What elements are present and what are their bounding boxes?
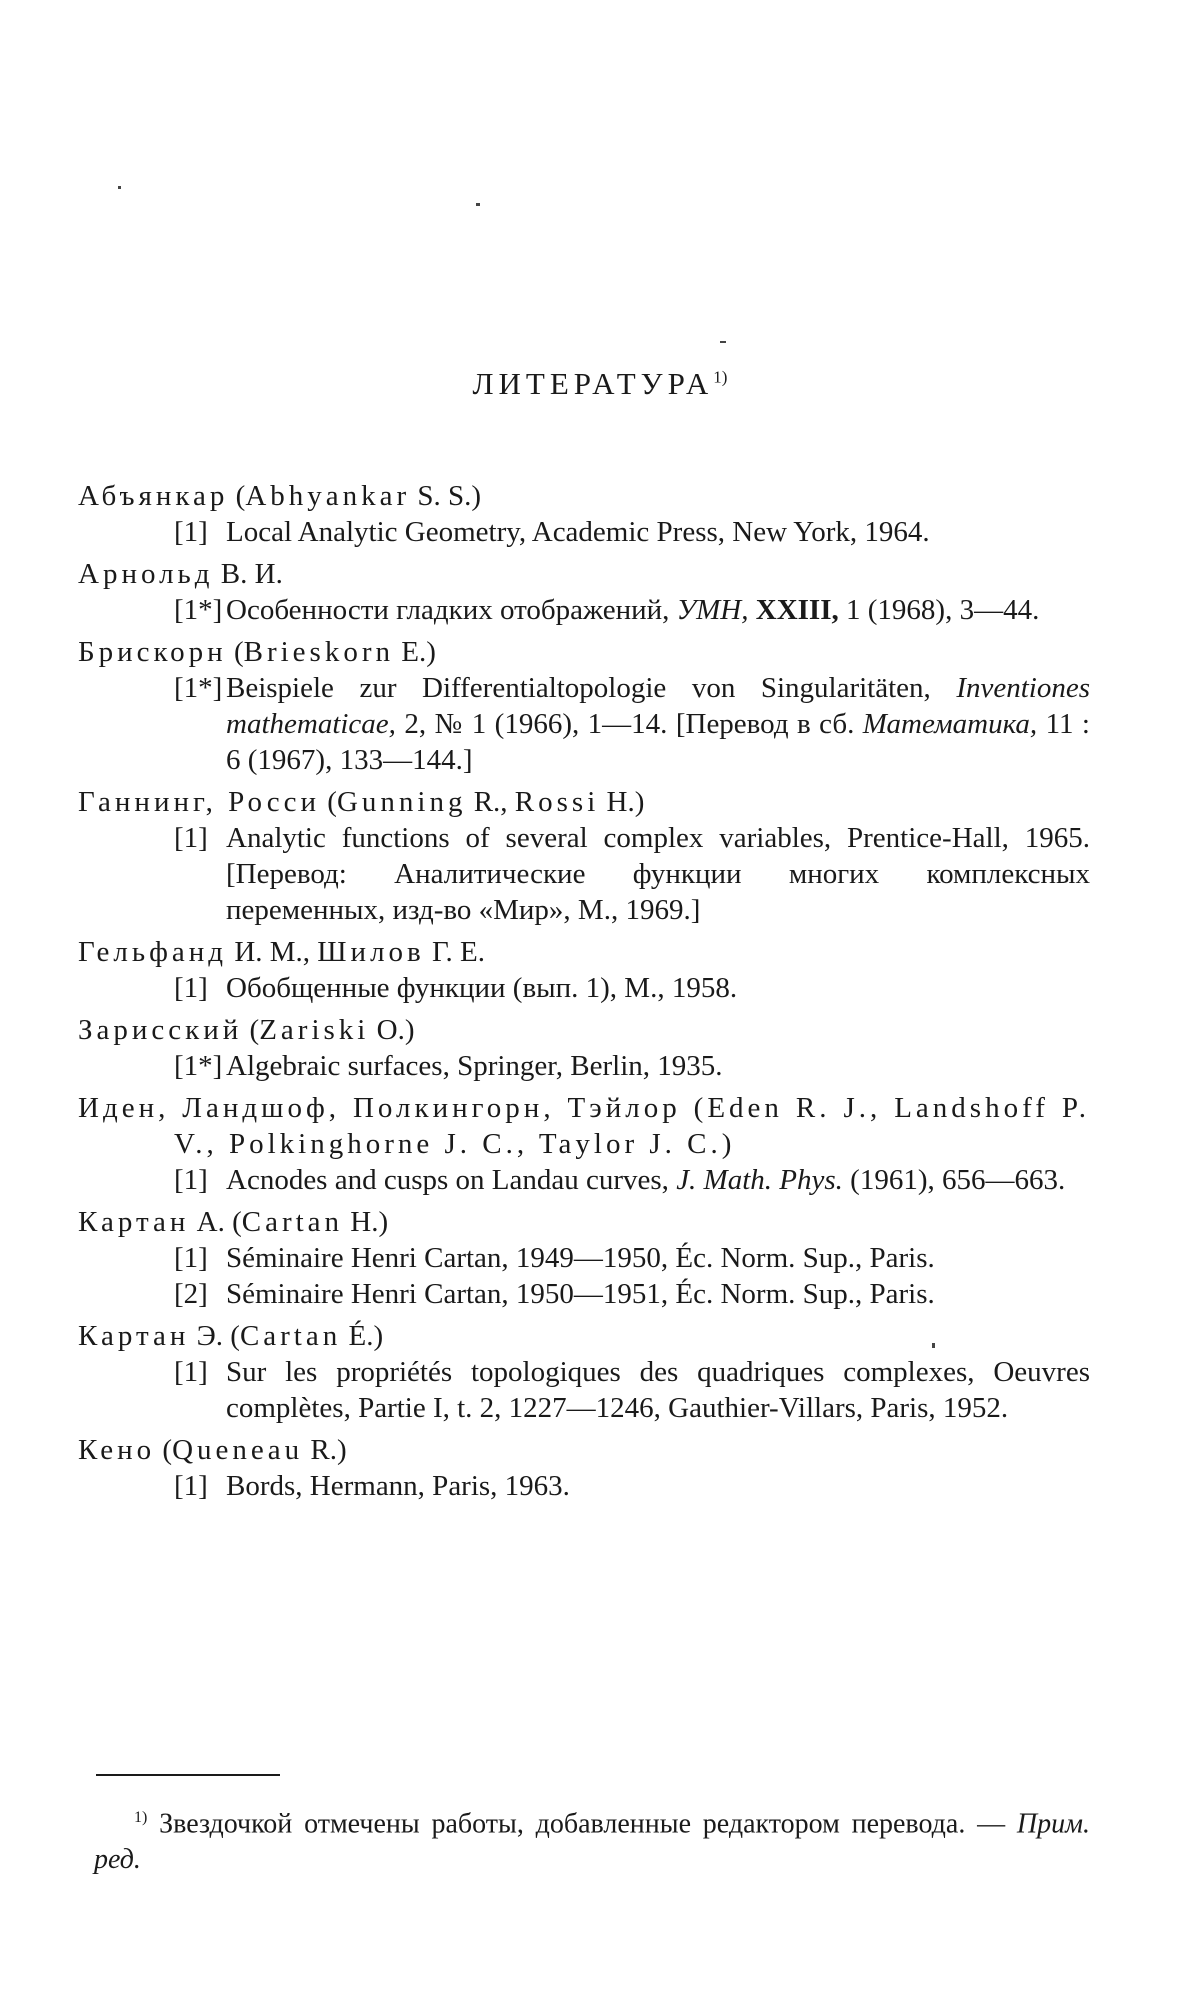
reference-text: [226, 592, 1090, 628]
reference-text-part: 11 : 6 (1967), 133—144.]: [226, 708, 1090, 776]
reference-text: Algebraic surfaces, Springer, Berlin, 1935.: [226, 1050, 723, 1082]
reference-number: [1]: [174, 1356, 208, 1388]
author-text: R.): [303, 1434, 347, 1466]
bibliography-entry: [78, 478, 1090, 550]
reference-item: [174, 970, 1090, 1006]
entry-author: [78, 634, 1090, 670]
reference-text: Séminaire Henri Cartan, 1950—1951, Éc. Norm. Sup., Paris.: [226, 1278, 935, 1310]
footnote-mark: 1): [134, 1809, 148, 1826]
author-name-latin: Rossi: [514, 786, 600, 818]
reference-item: [174, 1162, 1090, 1198]
reference-item: [174, 514, 1090, 550]
reference-number: [1]: [174, 1470, 208, 1502]
bibliography-entry: [78, 934, 1090, 1006]
reference-text-part: (1961), 656—663.: [842, 1164, 1066, 1196]
reference-item: [174, 1354, 1090, 1426]
author-name-latin: Cartan: [239, 1320, 342, 1352]
author-name: Брискорн: [78, 636, 227, 668]
reference-item: [174, 1468, 1090, 1504]
bibliography-entry: [78, 784, 1090, 928]
bibliography-entry: [78, 1432, 1090, 1504]
author-name-latin: Abhyankar: [245, 480, 411, 512]
author-name-latin: Brieskorn: [243, 636, 394, 668]
author-text: O.): [369, 1014, 415, 1046]
author-name: Картан: [78, 1320, 190, 1352]
author-name-latin: Queneau: [172, 1434, 304, 1466]
author-text: É.): [341, 1320, 384, 1352]
reference-number: [2]: [174, 1278, 208, 1310]
author-text: В. И.: [213, 558, 283, 590]
entry-author: Иден, Ландшоф, Полкингорн, Тэйлор (Eden R. J., Landshoff P. V., Polkinghorne J. C., Taylor J. C.): [78, 1092, 1090, 1160]
entry-author: [78, 1012, 1090, 1048]
bibliography-entry: [78, 1012, 1090, 1084]
author-name-latin: Zariski: [259, 1014, 370, 1046]
reference-number: [1]: [174, 822, 208, 854]
author-text: E.): [393, 636, 436, 668]
author-text: (: [242, 1014, 260, 1046]
footnote-editor-note: Прим. ред.: [94, 1808, 1090, 1876]
reference-item: [174, 592, 1090, 628]
author-text: (: [155, 1434, 173, 1466]
reference-text: Bords, Hermann, Paris, 1963.: [226, 1470, 570, 1502]
author-text: Г. Е.: [424, 936, 485, 968]
reference-number: [1]: [174, 1242, 208, 1274]
reference-number: [1]: [174, 1164, 208, 1196]
reference-text: Local Analytic Geometry, Academic Press, New York, 1964.: [226, 516, 930, 548]
reference-number: [1*]: [174, 672, 223, 704]
author-text: (: [320, 786, 337, 818]
page-title: [0, 366, 1200, 402]
bibliography-entry: [78, 1204, 1090, 1312]
author-name: Картан: [78, 1206, 190, 1238]
author-name: Зарисский: [78, 1014, 243, 1046]
reference-item: [174, 1240, 1090, 1276]
author-name: Абъянкар: [78, 480, 229, 512]
scan-speck: [720, 341, 726, 343]
author-text: H.): [599, 786, 645, 818]
scan-speck: [476, 203, 480, 206]
author-text: R.,: [466, 786, 515, 818]
bibliography-entry: [78, 634, 1090, 778]
journal-name: Inventiones mathematicae,: [226, 672, 1090, 740]
reference-text-part: Acnodes and cusps on Landau curves,: [226, 1164, 677, 1196]
reference-text: [226, 1162, 1090, 1198]
bibliography-entry: [78, 556, 1090, 628]
reference-item: [174, 1276, 1090, 1312]
entry-author: [78, 1318, 1090, 1354]
entry-author: [78, 934, 1090, 970]
journal-name: J. Math. Phys.: [676, 1164, 843, 1196]
entry-author: [78, 556, 1090, 592]
author-name: Кено: [78, 1434, 156, 1466]
author-name: Гельфанд: [78, 936, 228, 968]
entry-author: [78, 1204, 1090, 1240]
reference-item: [174, 820, 1090, 928]
reference-item: [174, 1048, 1090, 1084]
footnote-separator: [96, 1774, 280, 1776]
author-text: H.): [343, 1206, 389, 1238]
footnote: [94, 1800, 1090, 1878]
reference-text-part: Особенности гладких отображений,: [226, 594, 677, 626]
reference-text: Обобщенные функции (вып. 1), М., 1958.: [226, 972, 738, 1004]
author-text: Э. (: [189, 1320, 240, 1352]
journal-name: УМН,: [676, 594, 749, 626]
reference-number: [1]: [174, 516, 208, 548]
reference-text: Analytic functions of several complex variables, Prentice-Hall, 1965. [Перевод: Аналитические функции многих комплексных переменных, изд-во «Мир», М., 1969.]: [226, 822, 1090, 926]
author-name: Арнольд: [78, 558, 214, 590]
author-name: Ганнинг, Росси: [78, 786, 321, 818]
author-text: (: [228, 480, 246, 512]
entry-author: [78, 784, 1090, 820]
scan-speck: [118, 186, 121, 189]
reference-text-part: 1 (1968), 3—44.: [838, 594, 1040, 626]
reference-text: Sur les propriétés topologiques des quadriques complexes, Oeuvres complètes, Partie I, t. 2, 1227—1246, Gauthier-Villars, Paris, 1952.: [226, 1356, 1090, 1424]
entry-author: [78, 1432, 1090, 1468]
reference-number: [1*]: [174, 594, 223, 626]
author-name-latin: Gunning: [336, 786, 467, 818]
reference-number: [1*]: [174, 1050, 223, 1082]
author-name: Шилов: [317, 936, 425, 968]
author-text: И. М.,: [227, 936, 318, 968]
author-text: А. (: [189, 1206, 242, 1238]
reference-text: [226, 670, 1090, 778]
volume-number: XXIII,: [748, 594, 839, 626]
footnote-text: Звездочкой отмечены работы, добавленные редактором перевода. —: [147, 1808, 1017, 1840]
entry-author: [78, 478, 1090, 514]
reference-text-part: Beispiele zur Differentialtopologie von Singularitäten,: [226, 672, 957, 704]
bibliography-entry: [78, 1090, 1090, 1198]
reference-text-part: 2, № 1 (1966), 1—14. [Перевод в сб.: [395, 708, 863, 740]
title-footnote-mark: 1): [713, 367, 728, 387]
reference-text: Séminaire Henri Cartan, 1949—1950, Éc. Norm. Sup., Paris.: [226, 1242, 935, 1274]
author-name-latin: Cartan: [241, 1206, 344, 1238]
journal-name: Математика,: [862, 708, 1038, 740]
reference-number: [1]: [174, 972, 208, 1004]
reference-item: [174, 670, 1090, 778]
bibliography-entry: [78, 1318, 1090, 1426]
bibliography-list: [78, 478, 1090, 1510]
author-text: (: [226, 636, 244, 668]
page-title-text: ЛИТЕРАТУРА: [472, 366, 714, 401]
author-text: S. S.): [410, 480, 482, 512]
